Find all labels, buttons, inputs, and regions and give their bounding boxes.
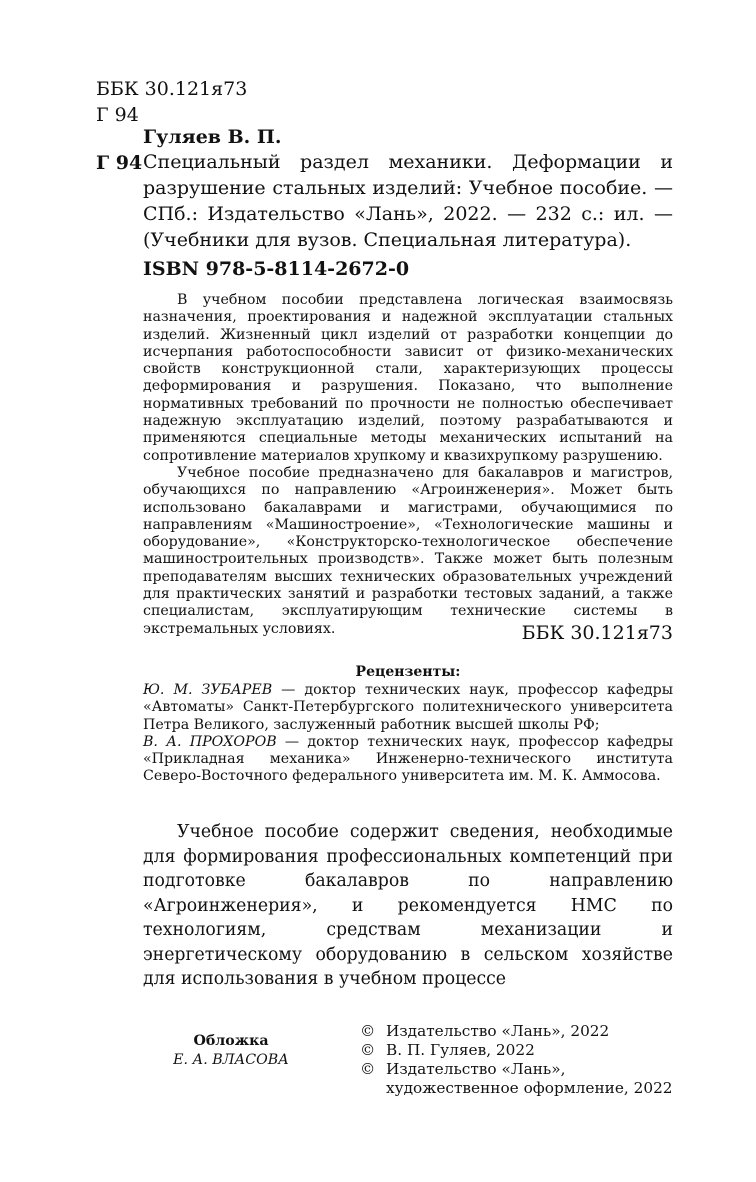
copyright-line bbox=[360, 1041, 680, 1060]
classification-codes bbox=[96, 76, 336, 128]
annotation bbox=[143, 292, 673, 638]
copyright-text-line: художественное оформление, 2022 bbox=[386, 1079, 673, 1097]
copyright-text: В. П. Гуляев, 2022 bbox=[386, 1041, 535, 1059]
isbn: ISBN 978-5-8114-2672-0 bbox=[143, 258, 410, 280]
reviewer-name: Ю. М. ЗУБАРЕВ bbox=[143, 682, 273, 698]
copyright-text-line: Издательство «Лань», bbox=[386, 1060, 566, 1078]
reviewer-entry bbox=[143, 682, 673, 734]
cover-designer: Е. А. ВЛАСОВА bbox=[173, 1052, 289, 1068]
approval-statement bbox=[143, 820, 673, 992]
reviewers-list bbox=[143, 682, 673, 786]
annotation-paragraph: В учебном пособии представлена логическая взаимосвязь назначения, проектирования и надежной эксплуатации стальных изделий. Жизненный цикл изделий от разработки концепции до исчерпания работоспособности зависит от физико-механических свойств конструкционной стали, характеризующих процессы деформирования и разрушения. Показано, что выполнение нормативных требований по прочности не полностью обеспечивает надежную эксплуатацию изделий, поэтому разрабатываются и применяются специальные методы механических испытаний на сопротивление материалов хрупкому и квазихрупкому разрушению. bbox=[143, 292, 673, 464]
bbk-code: ББК 30.121я73 bbox=[96, 78, 248, 100]
copyright-text bbox=[386, 1060, 673, 1098]
reviewer-entry bbox=[143, 734, 673, 786]
cover-credit bbox=[143, 1032, 319, 1070]
author-mark: Г 94 bbox=[96, 104, 139, 126]
reviewer-name: В. А. ПРОХОРОВ bbox=[143, 733, 277, 750]
annotation-paragraph: Учебное пособие предназначено для бакалавров и магистров, обучающихся по направлению «Агроинженерия». Может быть использовано бакалаврами и магистрами, обучающимися по направлениям «Машиностроение», «Технологические машины и оборудование», «Конструкторско-технологическое обеспечение машиностроительных производств». Также может быть полезным преподавателям высших технических образовательных учреждений для практических занятий и разработки тестовых заданий, а также специалистам, эксплуатирующим технические системы в экстремальных условиях. bbox=[143, 464, 673, 637]
author-name: Гуляев В. П. bbox=[143, 126, 282, 148]
catalog-code: Г 94 bbox=[96, 152, 143, 174]
approval-text: Учебное пособие содержит сведения, необходимые для формирования профессиональных компетенций при подготовке бакалавров по направлению «Агроинженерия», и рекомендуется НМС по технологиям, средствам механизации и энергетическому оборудованию в сельском хозяйстве для использования в учебном процессе bbox=[143, 822, 673, 989]
bibliographic-description: Специальный раздел механики. Деформации и разрушение стальных изделий: Учебное пособие. — СПб.: Издательство «Лань», 2022. — 232 с.: ил. — (Учебники для вузов. Специальная литература). bbox=[143, 151, 673, 251]
cover-label: Обложка bbox=[193, 1033, 269, 1049]
reviewer-credentials: — доктор технических наук, профессор кафедры «Прикладная механика» Инженерно-технического института Северо-Восточного федерального университета им. М. К. Аммосова. bbox=[143, 733, 673, 785]
copyright-symbol: © bbox=[360, 1041, 376, 1059]
copyright-line bbox=[360, 1022, 680, 1041]
copyright-line bbox=[360, 1060, 680, 1098]
reviewer-credentials: — доктор технических наук, профессор кафедры «Автоматы» Санкт-Петербургского политехнического университета Петра Великого, заслуженный работник высшей школы РФ; bbox=[143, 682, 673, 733]
copyright-block bbox=[360, 1022, 680, 1098]
copyright-symbol: © bbox=[360, 1022, 376, 1040]
bbk-code-bottom: ББК 30.121я73 bbox=[521, 622, 673, 644]
reviewers-title: Рецензенты: bbox=[355, 664, 461, 680]
copyright-symbol: © bbox=[360, 1060, 376, 1078]
copyright-text: Издательство «Лань», 2022 bbox=[386, 1022, 610, 1040]
